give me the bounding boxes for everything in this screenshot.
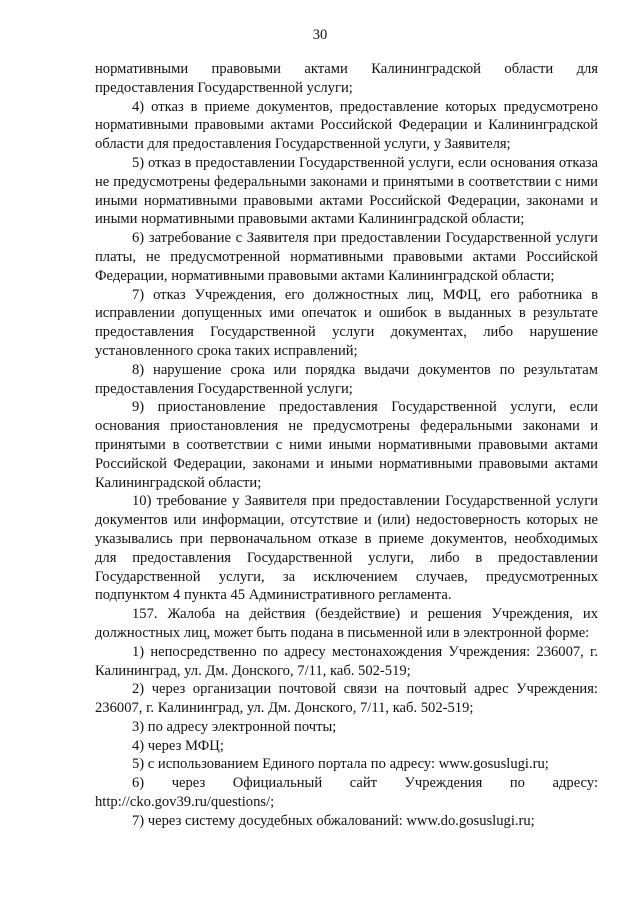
paragraph-item-9: 9) приостановление предоставления Государственной услуги, если основания приостановления не предусмотрены федеральными законами и принятыми в соответствии с ними иными нормативными правовыми актами Российской Федерации, законами и иными нормативными правовыми актами Калининградской области; bbox=[95, 399, 598, 491]
paragraph-channel-4: 4) через МФЦ; bbox=[132, 737, 224, 754]
paragraph-item-8: 8) нарушение срока или порядка выдачи документов по результатам предоставления Государственной услуги; bbox=[95, 361, 598, 397]
paragraph-item-4: 4) отказ в приеме документов, предоставление которых предусмотрено нормативными правовыми актами Российской Федерации и Калининградской области для предоставления Государственной услуги, у Заявителя; bbox=[95, 98, 598, 153]
paragraph-item-7: 7) отказ Учреждения, его должностных лиц, МФЦ, его работника в исправлении допущенных ими опечаток и ошибок в выданных в результате предоставления Государственной услуги документах, либо нарушение установленного срока таких исправлений; bbox=[95, 286, 598, 359]
paragraph-item-5: 5) отказ в предоставлении Государственной услуги, если основания отказа не предусмотрены федеральными законами и принятыми в соответствии с ними иными нормативными правовыми актами Российской Федерации, законами и иными нормативными правовыми актами Калининградской области; bbox=[95, 154, 598, 228]
paragraph-channel-3: 3) по адресу электронной почты; bbox=[132, 718, 337, 735]
paragraph-channel-5: 5) с использованием Единого портала по адресу: www.gosuslugi.ru; bbox=[132, 756, 549, 773]
paragraph-channel-1: 1) непосредственно по адресу местонахождения Учреждения: 236007, г. Калининград, ул. Дм. Донского, 7/11, каб. 502-519; bbox=[95, 643, 598, 679]
page-number: 30 bbox=[312, 27, 328, 43]
paragraph-channel-2: 2) через организации почтовой связи на почтовый адрес Учреждения: 236007, г. Калининград, ул. Дм. Донского, 7/11, каб. 502-519; bbox=[95, 681, 598, 717]
paragraph-item-6: 6) затребование с Заявителя при предоставлении Государственной услуги платы, не предусмотренной нормативными правовыми актами Российской Федерации, нормативными правовыми актами Калининградской области; bbox=[95, 230, 598, 284]
paragraph-channel-6: 6) через Официальный сайт Учреждения по адресу: http://cko.gov39.ru/questions/; bbox=[95, 775, 598, 811]
paragraph-item-10: 10) требование у Заявителя при предоставлении Государственной услуги документов или информации, отсутствие и (или) недостоверность которых не указывались при первоначальном отказе в приеме документов, необходимых для предоставления Государственной услуги, либо в предоставлении Государственной услуги, за исключением случаев, предусмотренных подпунктом 4 пункта 45 Административного регламента. bbox=[95, 493, 598, 604]
document-body bbox=[95, 60, 598, 831]
paragraph-clause-157: 157. Жалоба на действия (бездействие) и решения Учреждения, их должностных лиц, может быть подана в письменной или в электронной форме: bbox=[95, 606, 598, 641]
paragraph-continuation: нормативными правовыми актами Калининградской области для предоставления Государственной услуги; bbox=[95, 61, 598, 96]
paragraph-channel-7: 7) через систему досудебных обжалований: www.do.gosuslugi.ru; bbox=[132, 812, 535, 829]
